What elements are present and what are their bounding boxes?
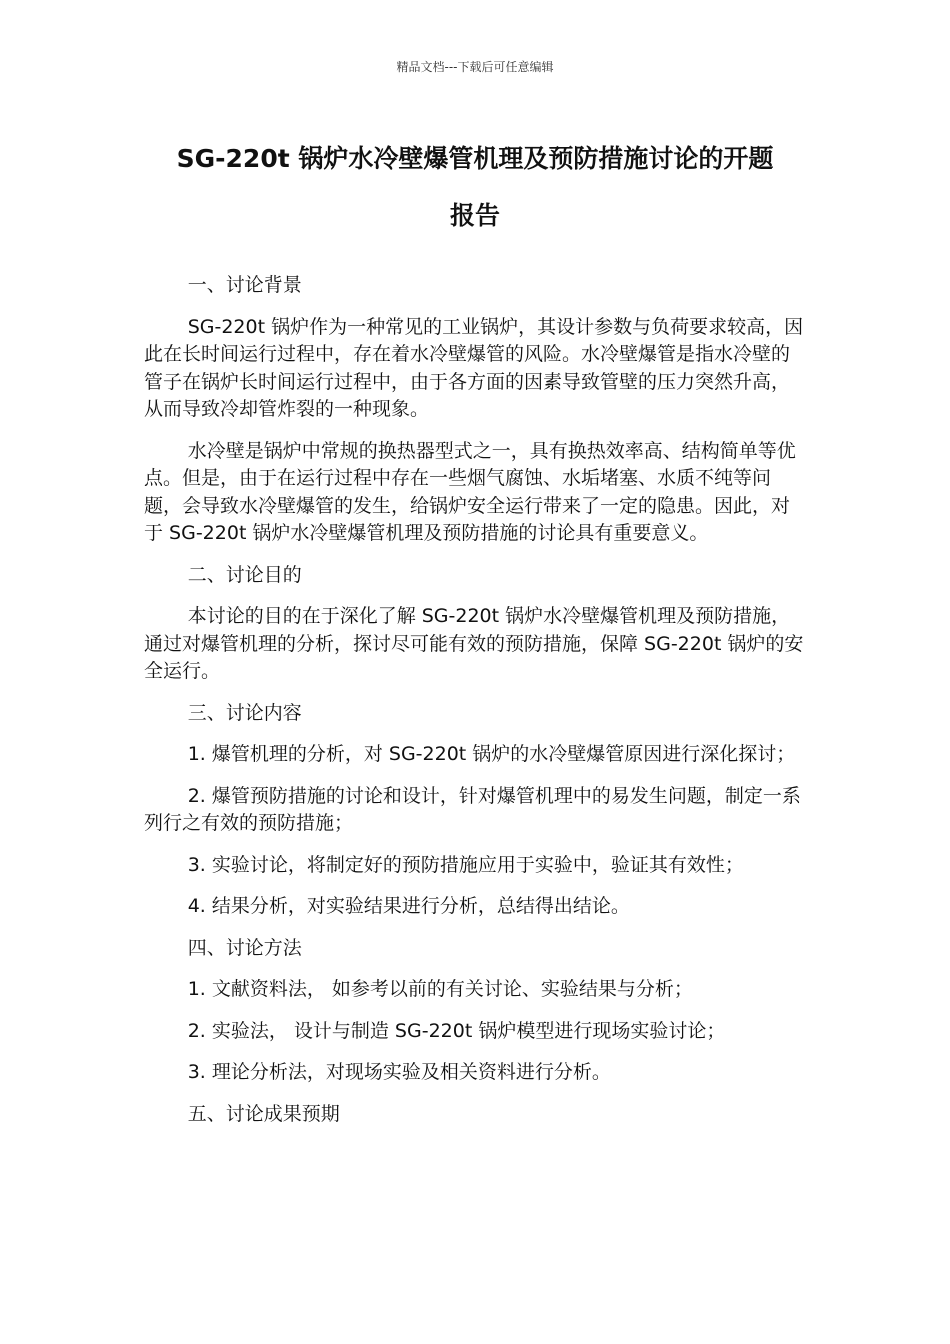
- section-heading-background: 一、讨论背景: [187, 274, 302, 296]
- section-heading-content: 三、讨论内容: [187, 701, 302, 724]
- paragraph-background-2: 水冷壁是锅炉中常规的换热器型式之一，具有换热效率高、结构简单等优点。但是，由于在运行过程中存在一些烟气腐蚀、水垢堵塞、水质不纯等问题，会导致水冷壁爆管的发生，给锅炉安全运行带来了一定的隐患。因此，对于 SG-220t 锅炉水冷壁爆管机理及预防措施的讨论具有重要意义。: [144, 439, 796, 544]
- list-item-content-4: 4. 结果分析，对实验结果进行分析，总结得出结论。: [187, 895, 630, 917]
- list-item-method-2: 2. 实验法， 设计与制造 SG-220t 锅炉模型进行现场实验讨论；: [187, 1019, 726, 1042]
- section-heading-expected-results: 五、讨论成果预期: [187, 1102, 340, 1125]
- list-item-content-3: 3. 实验讨论，将制定好的预防措施应用于实验中，验证其有效性；: [187, 853, 744, 876]
- section-heading-purpose: 二、讨论目的: [187, 563, 302, 586]
- section-heading-methods: 四、讨论方法: [187, 936, 302, 959]
- paragraph-purpose: 本讨论的目的在于深化了解 SG-220t 锅炉水冷壁爆管机理及预防措施，通过对爆管机理的分析，探讨尽可能有效的预防措施，保障 SG-220t 锅炉的安全运行。: [144, 605, 804, 682]
- list-item-method-1: 1. 文献资料法， 如参考以前的有关讨论、实验结果与分析；: [187, 978, 693, 1000]
- paragraph-background-1: SG-220t 锅炉作为一种常见的工业锅炉，其设计参数与负荷要求较高，因此在长时间运行过程中，存在着水冷壁爆管的风险。水冷壁爆管是指水冷壁的管子在锅炉长时间运行过程中，由于各方面的因素导致管壁的压力突然升高，从而导致冷却管炸裂的一种现象。: [144, 315, 804, 420]
- list-item-content-1: 1. 爆管机理的分析，对 SG-220t 锅炉的水冷壁爆管原因进行深化探讨；: [187, 743, 796, 765]
- list-item-content-2: 2. 爆管预防措施的讨论和设计，针对爆管机理中的易发生问题，制定一系列行之有效的预防措施；: [144, 784, 801, 834]
- document-title-line-1: SG-220t 锅炉水冷壁爆管机理及预防措施讨论的开题: [176, 144, 774, 173]
- document-body: [144, 272, 808, 1142]
- list-item-method-3: 3. 理论分析法，对现场实验及相关资料进行分析。: [187, 1061, 611, 1083]
- page-header-note: 精品文档---下载后可任意编辑: [396, 60, 554, 74]
- document-title-line-2: 报告: [449, 201, 500, 230]
